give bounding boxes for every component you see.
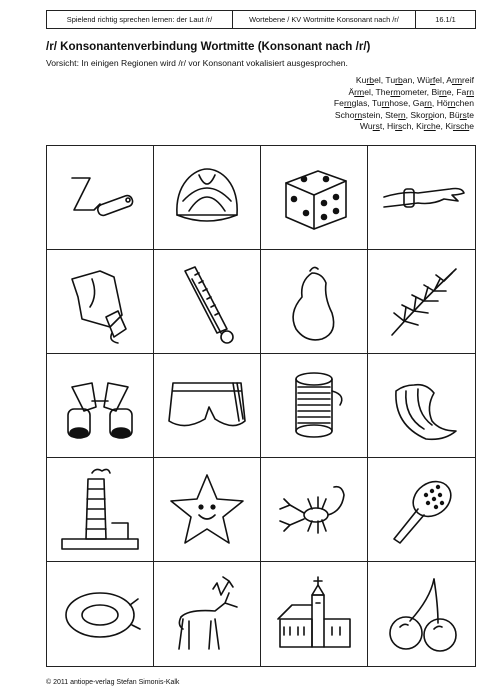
target-word: Stern [385,109,406,120]
underlined-cluster: rm [452,75,463,85]
worksheet-header [46,10,476,29]
header-page-number: 16.1/1 [435,15,456,24]
turban-icon [159,153,255,243]
target-word: Thermometer [375,86,427,97]
underlined-cluster: rn [381,98,390,109]
target-word: Ärmel [348,86,371,97]
underlined-cluster: rb [395,75,403,85]
word-line: Wurst, Hirsch, Kirche, Kirsche [359,121,474,132]
fern-icon [374,257,470,347]
bangle-icon [374,153,470,243]
sausage-ring-icon [52,569,148,659]
crank-icon [52,153,148,243]
picture-card [47,562,154,666]
underlined-cluster: rs [459,109,467,120]
picture-card [261,354,368,458]
target-word: Hörnchen [436,98,474,109]
picture-card [154,354,261,458]
picture-card [261,562,368,666]
stag-icon [159,569,255,659]
picture-card [154,146,261,250]
picture-card [47,354,154,458]
target-word: Turban [385,75,413,85]
word-list [334,75,474,133]
word-line: Fernglas, Turnhose, Garn, Hörnchen [333,98,474,109]
target-word: Kirche [416,121,441,132]
picture-card [368,354,475,458]
target-word: Turnhose [372,98,409,109]
underlined-cluster: rch [423,121,436,132]
underlined-cluster: rn [466,86,474,97]
underlined-cluster: rm [390,86,401,97]
word-line: Ärmel, Thermometer, Birne, Farn [348,86,474,97]
page-title: /r/ Konsonantenverbindung Wortmitte (Konsonant nach /r/) [46,40,371,53]
target-word: Skorpion [410,109,445,120]
underlined-cluster: rn [424,98,432,109]
target-word: Kurbel [355,75,381,85]
target-word: Kirsche [445,121,474,132]
star-icon [159,465,255,555]
picture-card [47,146,154,250]
picture-card [368,146,475,250]
underlined-cluster: rs [395,121,403,132]
chimney-icon [52,465,148,555]
gym-shorts-icon [159,361,255,451]
hairbrush-icon [374,465,470,555]
picture-card [154,562,261,666]
picture-card [261,146,368,250]
underlined-cluster: rn [354,109,363,120]
underlined-cluster: rm [354,86,365,97]
croissant-icon [374,361,470,451]
pronunciation-note: Vorsicht: In einigen Regionen wird /r/ vor Konsonant vokalisiert ausgesprochen. [46,58,348,68]
yarn-spool-icon [266,361,362,451]
target-word: Garn [412,98,432,109]
picture-card [368,458,475,562]
dice-icon [266,153,362,243]
header-series: Spielend richtig sprechen lernen: der Laut /r/ [47,11,233,28]
picture-card [368,250,475,354]
picture-grid [46,145,476,667]
target-word: Hirsch [386,121,412,132]
sleeve-icon [52,257,148,347]
target-word: Wurst [359,121,383,132]
underlined-cluster: rs [372,121,380,132]
picture-card [261,458,368,562]
target-word: Fernglas [333,98,368,109]
underlined-cluster: rn [397,109,406,120]
word-line: Schornstein, Stern, Skorpion, Bürste [334,109,474,120]
picture-card [261,250,368,354]
word-line: Kurbel, Turban, Würfel, Armreif [355,75,474,85]
underlined-cluster: rf [430,75,436,85]
target-word: Farn [456,86,474,97]
pear-icon [266,257,362,347]
underlined-cluster: rn [343,98,352,109]
scorpion-icon [266,465,362,555]
underlined-cluster: rb [366,75,375,85]
header-topic: Wortebene / KV Wortmitte Konsonant nach /r/ [233,11,416,28]
underlined-cluster: rsch [452,121,470,132]
church-icon [266,569,362,659]
thermometer-icon [159,257,255,347]
picture-card [47,458,154,562]
cherries-icon [374,569,470,659]
underlined-cluster: rn [447,98,456,109]
picture-card [154,250,261,354]
picture-card [154,458,261,562]
target-word: Birne [431,86,452,97]
picture-card [368,562,475,666]
underlined-cluster: rn [439,86,447,97]
target-word: Bürste [449,109,474,120]
target-word: Würfel [417,75,442,85]
target-word: Schornstein [334,109,381,120]
underlined-cluster: rp [425,109,433,120]
binoculars-icon [52,361,148,451]
picture-card [47,250,154,354]
target-word: Armreif [446,75,474,85]
copyright-footer: © 2011 antiope-verlag Stefan Simonis-Kalk [46,679,180,686]
